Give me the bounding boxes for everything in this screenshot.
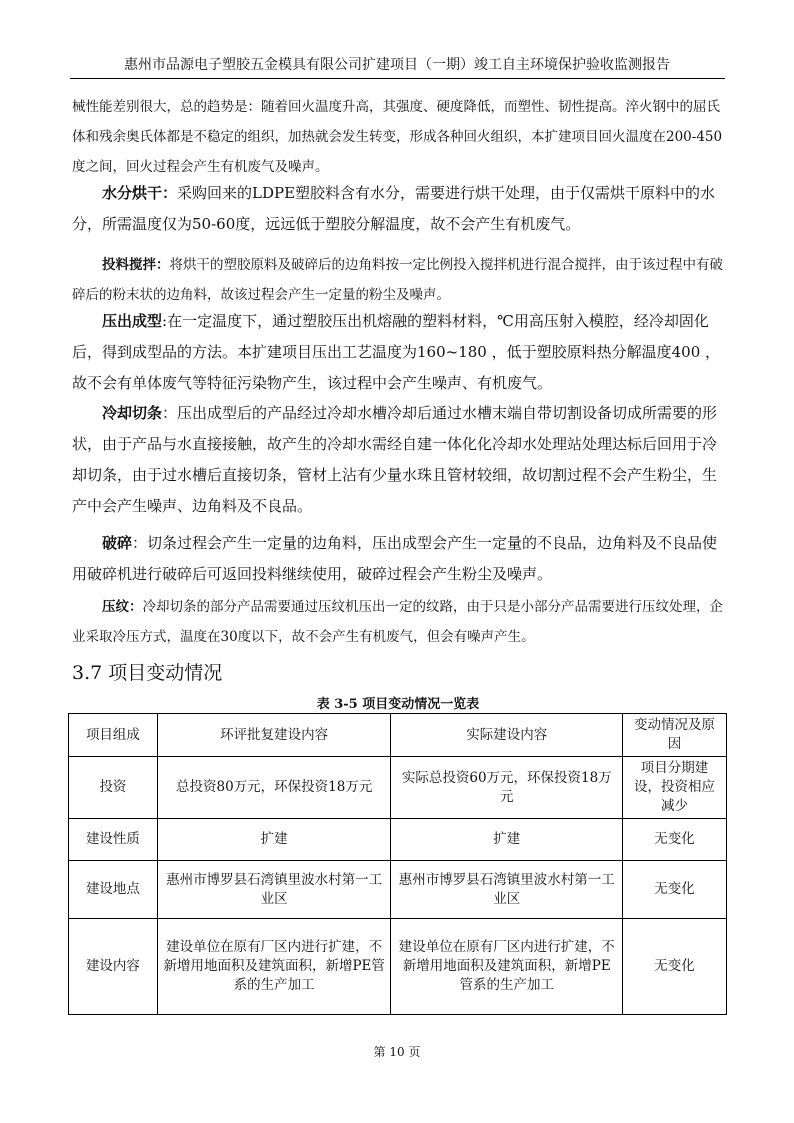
project-changes-table [68, 713, 727, 1015]
header-cell: 变动情况及原因 [623, 714, 727, 757]
paragraph-drying [72, 178, 724, 240]
table-cell: 建设地点 [69, 861, 158, 919]
crush-title: 破碎 [102, 534, 133, 552]
feeding-body: 将烘干的塑胶原料及破碎后的边角料按一定比例投入搅拌机进行混合搅拌，由于该过程中有破碎后的粉末状的边角料，故该过程会产生一定量的粉尘及噪声。 [72, 257, 723, 303]
header-cell: 项目组成 [69, 714, 158, 757]
extrusion-title: 压出成型 [102, 312, 163, 330]
table-cell: 惠州市博罗县石湾镇里波水村第一工业区 [157, 861, 391, 919]
table-cell: 建设性质 [69, 819, 158, 861]
table-header-row [69, 714, 727, 757]
table-row [69, 861, 727, 919]
table-cell: 建设单位在原有厂区内进行扩建，不新增用地面积及建筑面积，新增PE管系的生产加工 [157, 919, 391, 1015]
table-caption: 表 3-5 项目变动情况一览表 [316, 697, 480, 712]
table-cell: 项目分期建设，投资相应减少 [623, 757, 727, 819]
table-cell: 惠州市博罗县石湾镇里波水村第一工业区 [391, 861, 623, 919]
header-cell: 实际建设内容 [391, 714, 623, 757]
table-cell: 扩建 [157, 819, 391, 861]
header-divider [70, 78, 725, 79]
section-title: 3.7 项目变动情况 [72, 662, 223, 684]
emboss-body: 冷却切条的部分产品需要通过压纹机压出一定的纹路，由于只是小部分产品需要进行压纹处理，企业采取冷压方式，温度在30度以下，故不会产生有机废气，但会有噪声产生。 [72, 599, 723, 645]
drying-body: 采购回来的LDPE塑胶料含有水分，需要进行烘干处理，由于仅需烘干原料中的水分，所需温度仅为50-60度，远远低于塑胶分解温度，故不会产生有机废气。 [72, 184, 716, 233]
paragraph-embossing [72, 592, 724, 652]
paragraph-crushing [72, 528, 724, 590]
table-cell: 无变化 [623, 819, 727, 861]
table-cell: 实际总投资60万元，环保投资18万元 [391, 757, 623, 819]
table-cell: 无变化 [623, 861, 727, 919]
paragraph-feeding [72, 250, 724, 310]
extrusion-body: :在一定温度下，通过塑胶压出机熔融的塑料材料，℃用高压射入模腔，经冷却固化后，得到成型品的方法。本扩建项目压出工艺温度为160~180 ，低于塑胶原料热分解温度400 ，故不会有单体废气等特征污染物产生，该过程中会产生噪声、有机废气。 [72, 312, 720, 392]
cutting-title: 冷却切条 [102, 404, 163, 422]
paragraph-tempering: 械性能差别很大，总的趋势是：随着回火温度升高，其强度、硬度降低，而塑性、韧性提高。淬火钢中的屈氏体和残余奥氏体都是不稳定的组织，加热就会发生转变，形成各种回火组织，本扩建项目回火温度在200-450度之间，回火过程会产生有机废气及噪声。 [72, 99, 723, 175]
paragraph-extrusion [72, 306, 724, 399]
table-cell: 总投资80万元，环保投资18万元 [157, 757, 391, 819]
table-row [69, 819, 727, 861]
feeding-title: 投料搅拌： [102, 257, 170, 273]
table-cell: 扩建 [391, 819, 623, 861]
table-row [69, 919, 727, 1015]
paragraph-cutting [72, 398, 724, 522]
page-header: 惠州市品源电子塑胶五金模具有限公司扩建项目（一期）竣工自主环境保护验收监测报告 [124, 57, 670, 73]
table-cell: 建设内容 [69, 919, 158, 1015]
header-cell: 环评批复建设内容 [157, 714, 391, 757]
page-number: 第 10 页 [373, 1045, 421, 1059]
cutting-body: ：压出成型后的产品经过冷却水槽冷却后通过水槽末端自带切割设备切成所需要的形状，由于产品与水直接接触，故产生的冷却水需经自建一体化化冷却水处理站处理达标后回用于冷却切条，由于过水槽后直接切条，管材上沾有少量水珠且管材较细，故切割过程不会产生粉尘，生产中会产生噪声、边角料及不良品。 [72, 404, 718, 515]
crush-body: ：切条过程会产生一定量的边角料，压出成型会产生一定量的不良品，边角料及不良品使用破碎机进行破碎后可返回投料继续使用，破碎过程会产生粉尘及噪声。 [72, 534, 718, 583]
drying-title: 水分烘干： [102, 184, 178, 202]
table-row [69, 757, 727, 819]
table-cell: 投资 [69, 757, 158, 819]
emboss-title: 压纹： [102, 599, 143, 615]
table-cell: 无变化 [623, 919, 727, 1015]
table-cell: 建设单位在原有厂区内进行扩建，不新增用地面积及建筑面积，新增PE管系的生产加工 [391, 919, 623, 1015]
